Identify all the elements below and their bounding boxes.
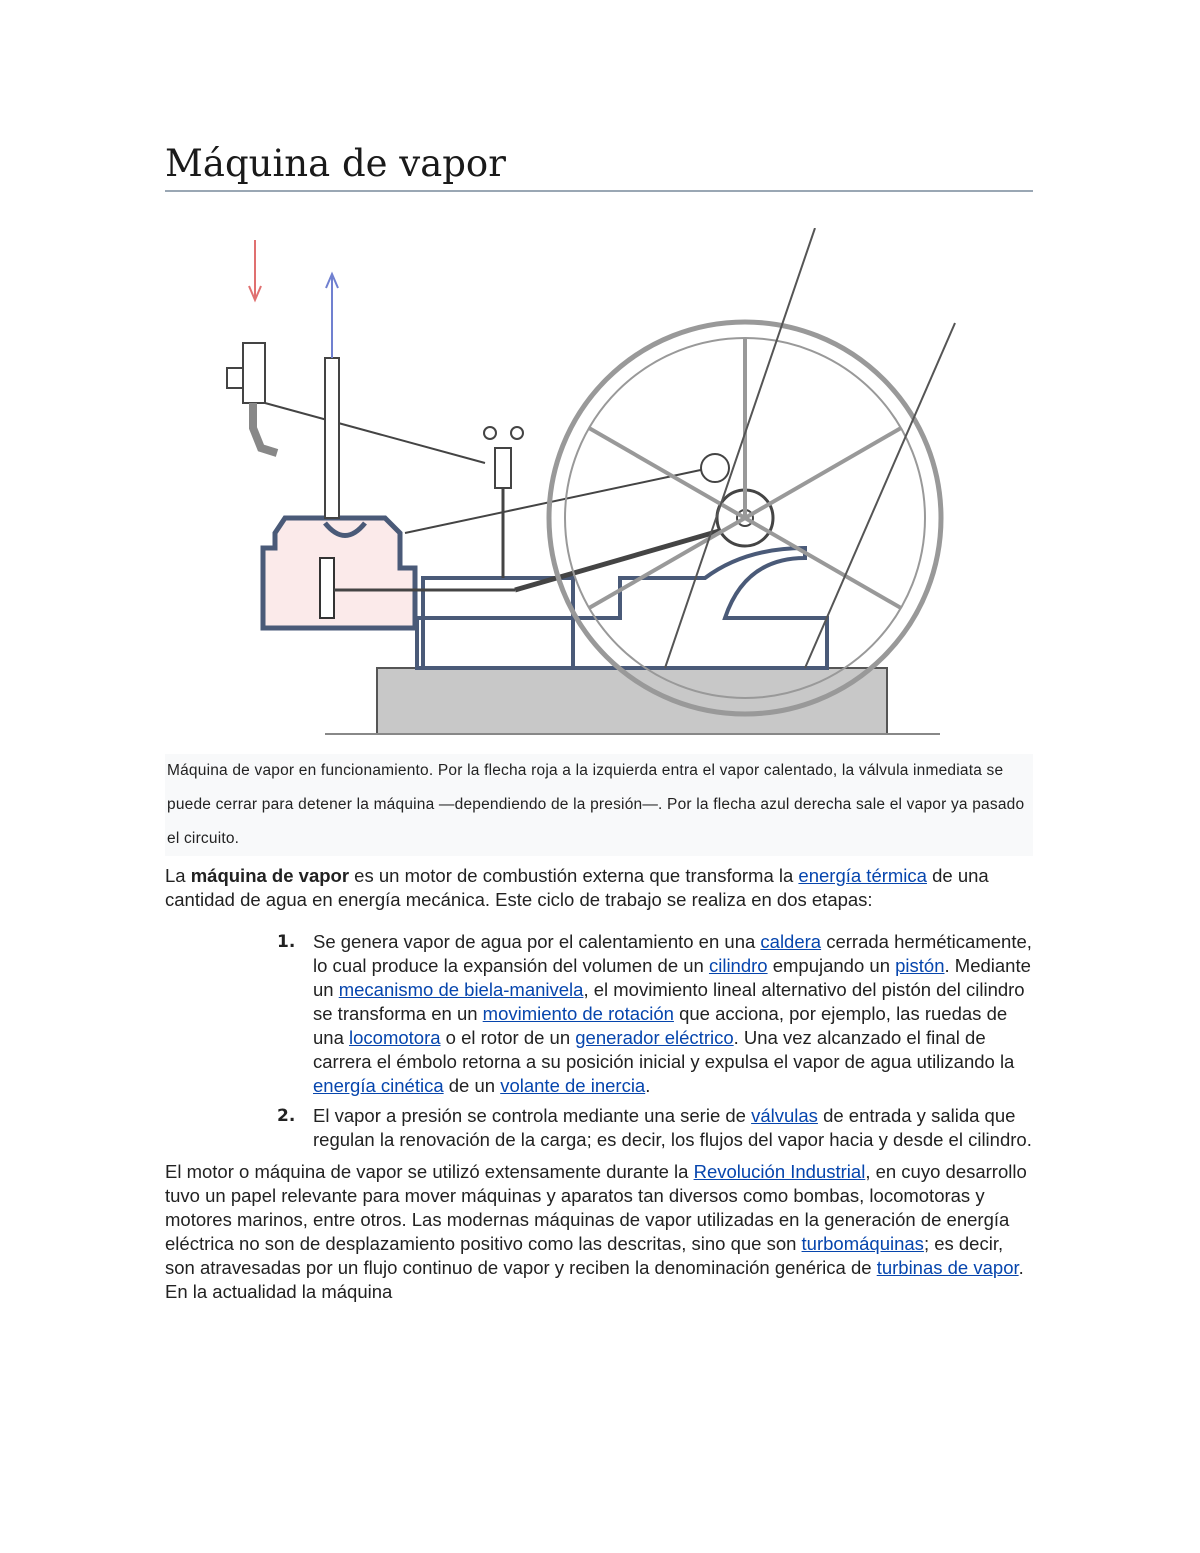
link-turbomaquinas[interactable]: turbomáquinas: [801, 1233, 924, 1254]
link-generador-electrico[interactable]: generador eléctrico: [575, 1027, 734, 1048]
steps-list: [165, 930, 1033, 1152]
link-energia-cinetica[interactable]: energía cinética: [313, 1075, 444, 1096]
link-revolucion-industrial[interactable]: Revolución Industrial: [693, 1161, 866, 1182]
link-locomotora[interactable]: locomotora: [349, 1027, 441, 1048]
link-valvulas[interactable]: válvulas: [751, 1105, 818, 1126]
steam-engine-figure: [165, 228, 1033, 748]
page-title: Máquina de vapor: [165, 140, 1033, 192]
closing-paragraph: El motor o máquina de vapor se utilizó extensamente durante la Revolución Industrial, en cuyo desarrollo tuvo un papel relevante para mover máquinas y aparatos tan diversos como bombas, locomotoras y motores marinos, entre otros. Las modernas máquinas de vapor utilizadas en la generación de energía eléctrica no son de desplazamiento positivo como las descritas, sino que son turbomáquinas; es decir, son atravesadas por un flujo continuo de vapor y reciben la denominación genérica de turbinas de vapor. En la actualidad la máquina: [165, 1161, 1027, 1302]
link-energia-termica[interactable]: energía térmica: [798, 865, 927, 886]
link-biela-manivela[interactable]: mecanismo de biela-manivela: [338, 979, 584, 1000]
steam-engine-diagram: [165, 228, 1033, 748]
link-piston[interactable]: pistón: [895, 955, 945, 976]
link-cilindro[interactable]: cilindro: [708, 955, 768, 976]
piston: [320, 558, 334, 618]
intro-paragraph: La máquina de vapor es un motor de combustión externa que transforma la energía térmica de una cantidad de agua en energía mecánica. Este ciclo de trabajo se realiza en dos etapas:: [165, 865, 989, 910]
link-movimiento-rotacion[interactable]: movimiento de rotación: [482, 1003, 674, 1024]
link-turbinas-vapor[interactable]: turbinas de vapor: [876, 1257, 1019, 1278]
link-caldera[interactable]: caldera: [760, 931, 822, 952]
figure-caption: Máquina de vapor en funcionamiento. Por la flecha roja a la izquierda entra el vapor calentado, la válvula inmediata se puede cerrar para detener la máquina —dependiendo de la presión—. Por la flecha azul derecha sale el vapor ya pasado el circuito.: [165, 754, 1033, 856]
link-volante-inercia[interactable]: volante de inercia: [500, 1075, 646, 1096]
bold-term: máquina de vapor: [190, 865, 350, 886]
exhaust-pipe: [325, 358, 339, 518]
page: [165, 140, 1033, 1304]
throttle-valve: [243, 343, 265, 403]
list-item: 2. El vapor a presión se controla mediante una serie de válvulas de entrada y salida que regulan la renovación de la carga; es decir, los flujos del vapor hacia y desde el cilindro.: [277, 1105, 1032, 1150]
list-item: 1. Se genera vapor de agua por el calentamiento en una caldera cerrada herméticamente, lo cual produce la expansión del volumen de un cilindro empujando un pistón. Mediante un mecanismo de biela-manivela, el movimiento lineal alternativo del pistón del cilindro se transforma en un movimiento de rotación que acciona, por ejemplo, las ruedas de una locomotora o el rotor de un generador eléctrico. Una vez alcanzado el final de carrera el émbolo retorna a su posición inicial y expulsa el vapor de agua utilizando la energía cinética de un volante de inercia.: [277, 931, 1032, 1096]
governor: [484, 427, 496, 439]
